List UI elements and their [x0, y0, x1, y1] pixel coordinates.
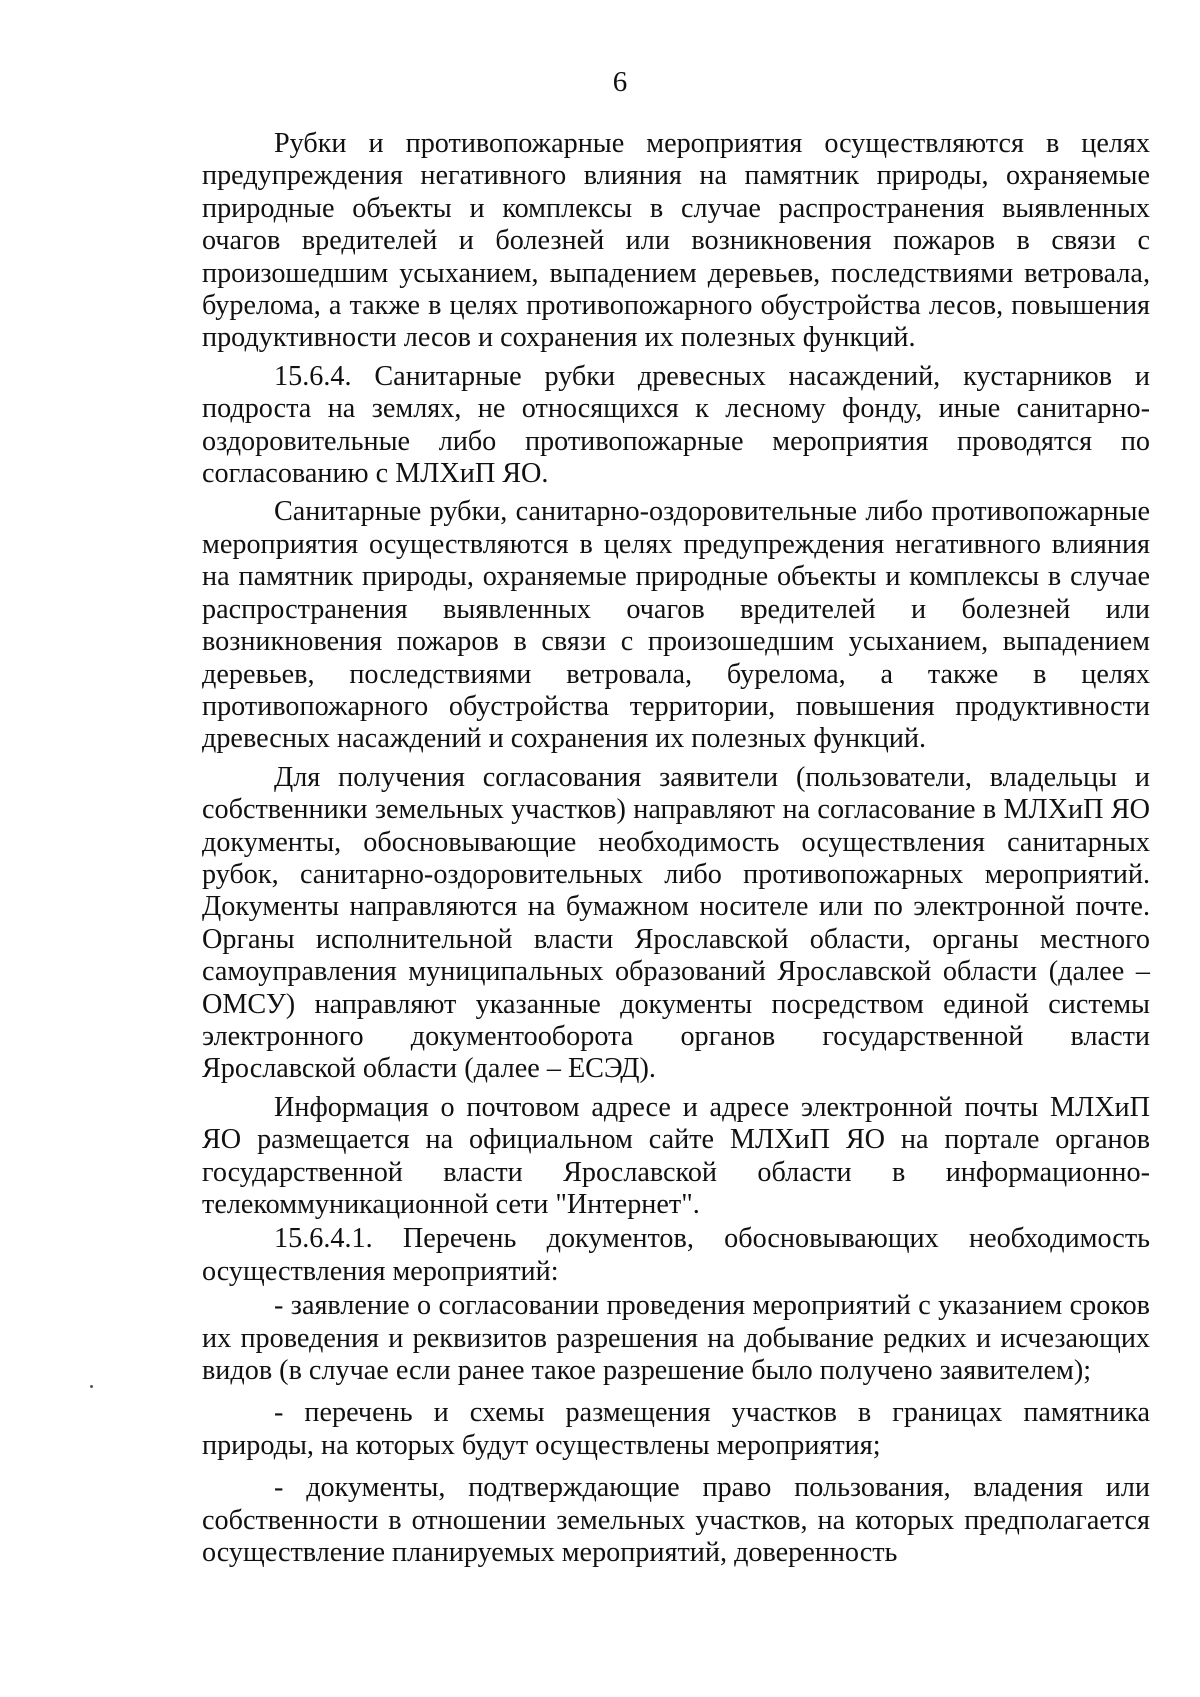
list-item-application: - заявление о согласовании проведения мероприятий с указанием сроков их проведения и реквизитов разрешения на добывание редких и исчезающих видов (в случае если ранее такое разрешение было получено заявителем); — [202, 1290, 1150, 1387]
paragraph-clause-15-6-4: 15.6.4. Санитарные рубки древесных насаждений, кустарников и подроста на землях, не относящихся к лесному фонду, иные санитарно-оздоровительные либо противопожарные мероприятия проводятся по согласованию с МЛХиП ЯО. — [202, 360, 1150, 490]
list-item-site-schemes: - перечень и схемы размещения участков в границах памятника природы, на которых будут осуществлены мероприятия; — [202, 1397, 1150, 1461]
scan-speck — [90, 1385, 93, 1388]
page-number: 6 — [612, 66, 628, 98]
paragraph-clause-15-6-4-1: 15.6.4.1. Перечень документов, обосновывающих необходимость осуществления мероприятий: — [202, 1223, 1150, 1287]
paragraph-sanitary-cutting-purposes: Санитарные рубки, санитарно-оздоровительные либо противопожарные мероприятия осуществляются в целях предупреждения негативного влияния на памятник природы, охраняемые природные объекты и комплексы в случае распространения выявленных очагов вредителей и болезней или возникновения пожаров в связи с произошедшим усыханием, выпадением деревьев, последствиями ветровала, бурелома, а также в целях противопожарного обустройства территории, повышения продуктивности древесных насаждений и сохранения их полезных функций. — [202, 496, 1150, 755]
paragraph-approval-procedure: Для получения согласования заявители (пользователи, владельцы и собственники земельных участков) направляют на согласование в МЛХиП ЯО документы, обосновывающие необходимость осуществления санитарных рубок, санитарно-оздоровительных либо противопожарных мероприятий. Документы направляются на бумажном носителе или по электронной почте. Органы исполнительной власти Ярославской области, органы местного самоуправления муниципальных образований Ярославской области (далее – ОМСУ) направляют указанные документы посредством единой системы электронного документооборота органов государственной власти Ярославской области (далее – ЕСЭД). — [202, 761, 1150, 1085]
paragraph-cutting-purposes: Рубки и противопожарные мероприятия осуществляются в целях предупреждения негативного влияния на памятник природы, охраняемые природные объекты и комплексы в случае распространения выявленных очагов вредителей и болезней или возникновения пожаров в связи с произошедшим усыханием, выпадением деревьев, последствиями ветровала, бурелома, а также в целях противопожарного обустройства лесов, повышения продуктивности лесов и сохранения их полезных функций. — [202, 128, 1150, 354]
list-item-ownership-documents: - документы, подтверждающие право пользования, владения или собственности в отношении земельных участков, на которых предполагается осуществление планируемых мероприятий, доверенность — [202, 1472, 1150, 1569]
paragraph-contact-information: Информация о почтовом адресе и адресе электронной почты МЛХиП ЯО размещается на официальном сайте МЛХиП ЯО на портале органов государственной власти Ярославской области в информационно-телекоммуникационной сети "Интернет". — [202, 1091, 1150, 1220]
document-body — [202, 128, 1150, 1579]
